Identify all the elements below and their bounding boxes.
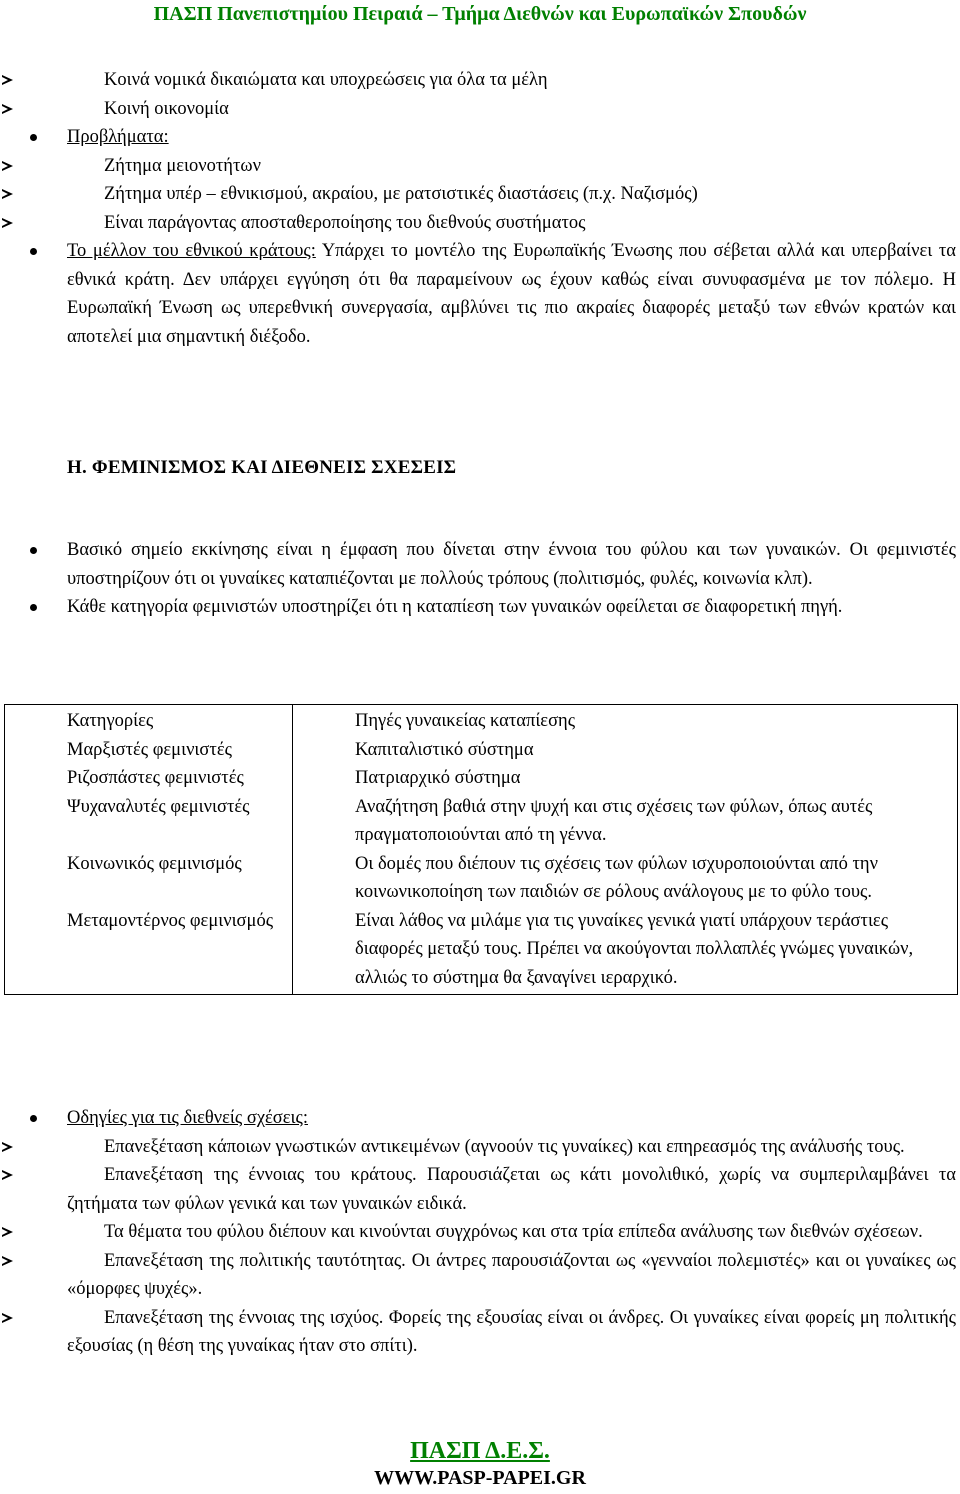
- page-header: ΠΑΣΠ Πανεπιστημίου Πειραιά – Τμήμα Διεθνών και Ευρωπαϊκών Σπουδών: [153, 3, 807, 25]
- table-cell-category: Μεταμοντέρνος φεμινισμός: [5, 907, 293, 995]
- table-cell-source: Οι δομές που διέπουν τις σχέσεις των φύλων ισχυροποιούνται από την κοινωνικοποίηση των παιδιών σε ρόλους ανάλογους με το φύλο τους.: [293, 850, 958, 907]
- list-item: Επανεξέταση της έννοιας της ισχύος. Φορείς της εξουσίας είναι οι άνδρες. Οι γυναίκες είναι φορείς μη πολιτικής εξουσίας (η θέση της γυναίκας ήταν στο σπίτι).: [0, 1304, 960, 1361]
- footer-org: ΠΑΣΠ Δ.Ε.Σ.: [410, 1438, 550, 1464]
- list-item: Είναι παράγοντας αποσταθεροποίησης του διεθνούς συστήματος: [0, 209, 960, 238]
- dot-bullet-icon: [30, 1115, 37, 1122]
- footer-url[interactable]: WWW.PASP-PAPEI.GR: [374, 1467, 586, 1489]
- guidelines-block: [0, 1104, 960, 1361]
- table-header-category: Κατηγορίες: [5, 705, 293, 736]
- arrow-bullet-icon: [2, 218, 13, 228]
- arrow-bullet-icon: [2, 75, 13, 85]
- table-cell-category: Ψυχαναλυτές φεμινιστές: [5, 793, 293, 850]
- table-cell-source: Είναι λάθος να μιλάμε για τις γυναίκες γενικά γιατί υπάρχουν τεράστιες διαφορές μεταξύ τους. Πρέπει να ακούγονται πολλαπλές γνώμες γυναικών, αλλιώς το σύστημα θα ξαναγίνει ιεραρχικό.: [293, 907, 958, 995]
- future-label: Το μέλλον του εθνικού κράτους:: [67, 241, 316, 261]
- table-row: [5, 907, 958, 995]
- table-header-row: [5, 705, 958, 736]
- guidelines-heading: Οδηγίες για τις διεθνείς σχέσεις:: [0, 1104, 960, 1133]
- list-item: Ζήτημα μειονοτήτων: [0, 152, 960, 181]
- future-paragraph: [0, 237, 960, 351]
- future-text: Υπάρχει το μοντέλο της Ευρωπαϊκής Ένωσης που σέβεται αλλά και υπερβαίνει τα εθνικά κράτη. Δεν υπάρχει εγγύηση ότι θα παραμείνουν ως έχουν καθώς είναι συνυφασμένα με τον πόλεμο. Η Ευρωπαϊκή Ένωση ως υπερεθνική συνεργασία, αμβλύνει τις πιο ακραίες διαφορές μεταξύ των εθνών κρατών και αποτελεί μια σημαντική διέξοδο.: [67, 241, 956, 347]
- dot-bullet-icon: [30, 134, 37, 141]
- table-row: [5, 850, 958, 907]
- table-row: [5, 764, 958, 793]
- arrow-bullet-icon: [2, 1227, 13, 1237]
- list-item: Ζήτημα υπέρ – εθνικισμού, ακραίου, με ρατσιστικές διαστάσεις (π.χ. Ναζισμός): [0, 180, 960, 209]
- list-item: Κάθε κατηγορία φεμινιστών υποστηρίζει ότι η καταπίεση των γυναικών οφείλεται σε διαφορετική πηγή.: [0, 593, 960, 622]
- list-item: Επανεξέταση της πολιτικής ταυτότητας. Οι άντρες παρουσιάζονται ως «γενναίοι πολεμιστές» και οι γυναίκες ως «όμορφες ψυχές».: [0, 1247, 960, 1304]
- list-item: Κοινά νομικά δικαιώματα και υποχρεώσεις για όλα τα μέλη: [0, 66, 960, 95]
- list-item: Επανεξέταση κάποιων γνωστικών αντικειμένων (αγνοούν τις γυναίκες) και επηρεασμός της ανάλυσής τους.: [0, 1133, 960, 1162]
- table-header-source: Πηγές γυναικείας καταπίεσης: [293, 705, 958, 736]
- list-item: Επανεξέταση της έννοιας του κράτους. Παρουσιάζεται ως κάτι μονολιθικό, χωρίς να συμπεριλαμβάνει τα ζητήματα των φύλων γενικά και των γυναικών ειδικά.: [0, 1161, 960, 1218]
- list-item: Βασικό σημείο εκκίνησης είναι η έμφαση που δίνεται στην έννοια του φύλου και των γυναικών. Οι φεμινιστές υποστηρίζουν ότι οι γυναίκες καταπιέζονται με πολλούς τρόπους (πολιτισμός, φυλές, κοινωνία κλπ).: [0, 536, 960, 593]
- table-cell-source: Αναζήτηση βαθιά στην ψυχή και στις σχέσεις των φύλων, όπως αυτές πραγματοποιούνται από τη γέννα.: [293, 793, 958, 850]
- dot-bullet-icon: [30, 547, 37, 554]
- arrow-bullet-icon: [2, 1256, 13, 1266]
- arrow-bullet-icon: [2, 161, 13, 171]
- arrow-bullet-icon: [2, 189, 13, 199]
- table-cell-source: Καπιταλιστικό σύστημα: [293, 736, 958, 765]
- dot-bullet-icon: [30, 248, 37, 255]
- table-cell-source: Πατριαρχικό σύστημα: [293, 764, 958, 793]
- dot-bullet-icon: [30, 604, 37, 611]
- table-row: [5, 793, 958, 850]
- arrow-bullet-icon: [2, 1170, 13, 1180]
- table-cell-category: Μαρξιστές φεμινιστές: [5, 736, 293, 765]
- list-item: Τα θέματα του φύλου διέπουν και κινούνται συγχρόνως και στα τρία επίπεδα ανάλυσης των διεθνών σχέσεων.: [0, 1218, 960, 1247]
- section-title: Η. ΦΕΜΙΝΙΣΜΟΣ ΚΑΙ ΔΙΕΘΝΕΙΣ ΣΧΕΣΕΙΣ: [67, 457, 457, 478]
- feminism-categories-table: [4, 704, 958, 995]
- list-item: Προβλήματα:: [0, 123, 960, 152]
- arrow-bullet-icon: [2, 104, 13, 114]
- list-item: Κοινή οικονομία: [0, 95, 960, 124]
- top-list: [0, 66, 960, 351]
- arrow-bullet-icon: [2, 1313, 13, 1323]
- table-cell-category: Ριζοσπάστες φεμινιστές: [5, 764, 293, 793]
- arrow-bullet-icon: [2, 1142, 13, 1152]
- table-cell-category: Κοινωνικός φεμινισμός: [5, 850, 293, 907]
- section-bullets: [0, 536, 960, 622]
- table-row: [5, 736, 958, 765]
